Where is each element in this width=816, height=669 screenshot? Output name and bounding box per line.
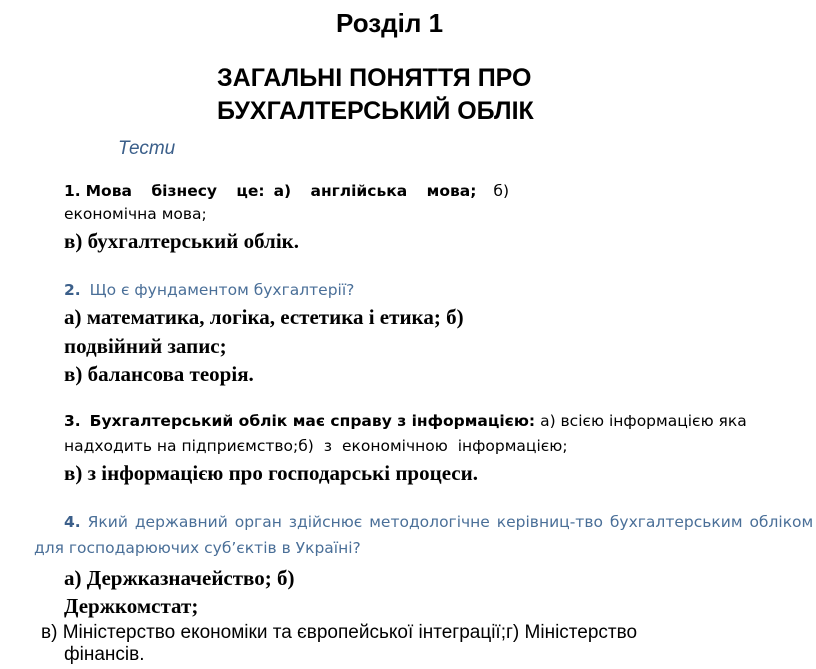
q4-option-c: в) Міністерство економіки та європейської інтеграції; bbox=[41, 622, 506, 643]
q4-option-b-marker: б) bbox=[277, 566, 295, 590]
q4-text-line1: Який державний орган здійснює методологічне керівниц-тво бухгалтерським обліком bbox=[87, 513, 814, 531]
q2-number: 2. bbox=[64, 281, 81, 299]
q1-option-b-marker: б) bbox=[493, 182, 509, 200]
q3-option-a: а) всією інформацією яка bbox=[540, 412, 747, 430]
q2-text: Що є фундаментом бухгалтерії? bbox=[89, 281, 355, 299]
q1-option-b-text: економічна мова; bbox=[64, 205, 207, 223]
question-2 bbox=[64, 281, 354, 299]
q3-option-a-continued: надходить на підприємство; bbox=[64, 437, 299, 455]
q3-option-c: в) з інформацією про господарські процеси. bbox=[64, 461, 478, 485]
q2-option-b-text: подвійний запис; bbox=[64, 334, 227, 358]
q4-option-a-line bbox=[64, 566, 295, 591]
q1-option-c: в) бухгалтерський облік. bbox=[64, 229, 300, 253]
q4-option-b-text: Держкомстат; bbox=[64, 594, 199, 618]
q2-option-b-marker: б) bbox=[446, 305, 464, 329]
q3-number: 3. bbox=[64, 412, 81, 430]
q1-number: 1. bbox=[64, 182, 81, 200]
q4-number: 4. bbox=[64, 513, 81, 531]
question-3 bbox=[64, 412, 747, 430]
chapter-title-line1: ЗАГАЛЬНІ ПОНЯТТЯ ПРО bbox=[217, 64, 532, 92]
q1-text: Мова бізнесу це: bbox=[85, 182, 265, 200]
q1-option-a: а) англійська мова; bbox=[273, 182, 477, 200]
q4-option-a: а) Держказначейство; bbox=[64, 566, 272, 590]
q2-option-a-line bbox=[64, 305, 464, 330]
q4-option-c-line bbox=[41, 622, 637, 644]
q3-option-line2 bbox=[64, 437, 568, 455]
section-heading: Розділ 1 bbox=[336, 8, 444, 38]
q2-option-a: а) математика, логіка, естетика і етика; bbox=[64, 305, 441, 329]
tests-label: Тести bbox=[118, 138, 176, 159]
q4-option-d: г) Міністерство bbox=[506, 622, 638, 643]
q4-text-line2: для господарюючих суб’єктів в Україні? bbox=[34, 539, 361, 557]
question-4-line1 bbox=[64, 513, 813, 531]
chapter-title-line2: БУХГАЛТЕРСЬКИЙ ОБЛІК bbox=[217, 97, 534, 125]
q4-option-d-text: фінансів. bbox=[64, 644, 145, 665]
question-1 bbox=[64, 182, 509, 200]
q2-option-c: в) балансова теорія. bbox=[64, 362, 254, 386]
q3-option-b: б) з економічною інформацією; bbox=[298, 437, 568, 455]
q3-text: Бухгалтерський облік має справу з інформацією: bbox=[89, 412, 536, 430]
